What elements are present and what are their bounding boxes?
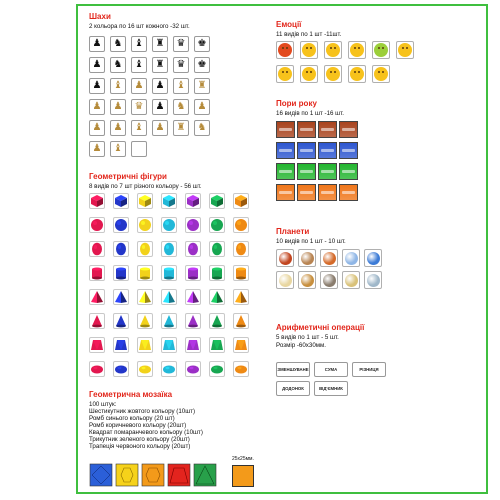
face-upset-icon [350,67,364,81]
mosaic-line: Ромб коричневого кольору (20шт) [89,422,187,429]
cone-shape-tile [209,313,225,329]
cone-shape-tile [113,313,129,329]
face-neutral-icon [398,43,412,57]
pyramid-shape-tile [233,289,249,305]
cube-shape-tile [209,193,225,209]
chess-piece-tile: ♞ [173,99,189,115]
cylinder-shape [210,266,224,280]
face-sick-icon [374,43,388,57]
chess-piece-tile: ♝ [131,36,147,52]
chess-piece-tile: ♚ [194,57,210,73]
mosaic-yellow-hexagon-tile [116,464,138,486]
season-card [297,163,316,180]
planet-icon [367,274,380,287]
season-card-label-bar [342,149,355,152]
chess-piece-tile: ♜ [152,36,168,52]
mosaic-list [89,401,203,450]
chess-piece-tile: ♞ [110,36,126,52]
cube-shape-tile [185,193,201,209]
pyramid-shape [114,290,128,304]
season-card-label-bar [342,170,355,173]
sphere-shape-tile [89,217,105,233]
pyramid-shape [162,290,176,304]
season-card-label-bar [300,128,313,131]
egg-shape [138,362,152,376]
planet-tile [364,271,382,289]
planet-tile [364,249,382,267]
ellipsoid-shape [90,242,104,256]
cube-shape-tile [137,193,153,209]
season-card [339,121,358,138]
cylinder-shape-tile [113,265,129,281]
prism-shape-tile [137,337,153,353]
mosaic-line: Трикутник зеленого кольору (20шт) [89,436,190,443]
season-card-label-bar [300,170,313,173]
ellipsoid-shape [210,242,224,256]
planet-icon [301,274,314,287]
chess-piece-tile: ♟ [89,99,105,115]
chess-piece-tile: ♟ [131,78,147,94]
season-card [318,142,337,159]
season-card [297,121,316,138]
cone-shape [138,314,152,328]
chess-piece-tile: ♜ [194,78,210,94]
chess-piece-tile: ♛ [173,57,189,73]
prism-shape [90,338,104,352]
sphere-shape [114,218,128,232]
ellipsoid-shape-tile [209,241,225,257]
chess-piece-tile: ♟ [152,120,168,136]
planet-tile [298,271,316,289]
pyramid-shape [186,290,200,304]
egg-shape [114,362,128,376]
chess-piece-tile [131,141,147,157]
chess-piece-tile: ♟ [89,36,105,52]
chess-piece-tile: ♛ [173,36,189,52]
cylinder-shape-tile [137,265,153,281]
cylinder-shape [186,266,200,280]
season-card-label-bar [279,191,292,194]
prism-shape-tile [209,337,225,353]
ellipsoid-shape-tile [161,241,177,257]
season-card-label-bar [321,128,334,131]
season-card [276,163,295,180]
seasons-desc: 16 видів по 1 шт -16 шт. [276,110,345,117]
mosaic-green-triangle-tile [194,464,216,486]
mosaic-orange-tile [142,464,164,486]
prism-shape [138,338,152,352]
egg-shape [186,362,200,376]
season-card [276,142,295,159]
planets-grid [276,249,386,299]
cylinder-shape [234,266,248,280]
pyramid-shape-tile [209,289,225,305]
ellipsoid-shape-tile [185,241,201,257]
planet-icon [367,252,380,265]
cylinder-shape-tile [161,265,177,281]
face-angry-icon [278,43,292,57]
cylinder-shape-tile [185,265,201,281]
mosaic-blue-rhombus [90,464,112,486]
pyramid-shape-tile [89,289,105,305]
planet-icon [345,274,358,287]
emotions-title: Емоції [276,20,302,29]
sphere-shape-tile [209,217,225,233]
ellipsoid-shape-tile [113,241,129,257]
season-card-label-bar [279,128,292,131]
emoji-laugh-icon [276,65,294,83]
face-sad-icon [302,43,316,57]
egg-shape-tile [89,361,105,377]
cylinder-shape [90,266,104,280]
chess-piece-tile: ♝ [131,120,147,136]
catalog-page [76,4,488,494]
chess-piece-tile: ♞ [194,120,210,136]
cylinder-shape [162,266,176,280]
ellipsoid-shape-tile [233,241,249,257]
pyramid-shape [138,290,152,304]
chess-piece-tile: ♟ [110,120,126,136]
seasons-title: Пори року [276,99,317,108]
ellipsoid-shape [162,242,176,256]
cube-shape [114,194,128,208]
cone-shape-tile [137,313,153,329]
planets-title: Планети [276,227,310,236]
ellipsoid-shape-tile [137,241,153,257]
cone-shape [114,314,128,328]
cone-shape [210,314,224,328]
sphere-shape [138,218,152,232]
cone-shape-tile [89,313,105,329]
chess-piece-tile: ♟ [152,78,168,94]
emotions-desc: 11 видів по 1 шт -11шт. [276,31,342,38]
emoji-sad-icon [300,41,318,59]
arith-title: Арифметичні операції [276,323,365,332]
ellipsoid-shape [114,242,128,256]
emoji-calm-icon [324,65,342,83]
prism-shape [162,338,176,352]
prism-shape-tile [89,337,105,353]
cube-shape-tile [233,193,249,209]
season-card-label-bar [300,191,313,194]
season-card-label-bar [321,149,334,152]
mosaic-size-label: 25x25мм. [232,456,254,462]
pyramid-shape-tile [185,289,201,305]
chess-piece-tile: ♜ [173,120,189,136]
egg-shape [162,362,176,376]
prism-shape-tile [113,337,129,353]
prism-shape [234,338,248,352]
chess-piece-tile: ♛ [131,99,147,115]
prism-shape-tile [185,337,201,353]
season-card-label-bar [321,191,334,194]
planet-tile [320,271,338,289]
cube-shape-tile [89,193,105,209]
season-card [276,121,295,138]
face-surprised-icon [302,67,316,81]
cylinder-shape [114,266,128,280]
emoji-angry-icon [276,41,294,59]
egg-shape-tile [113,361,129,377]
cone-shape [162,314,176,328]
arith-desc-count: 5 видів по 1 шт - 5 шт. [276,334,339,341]
season-card-label-bar [300,149,313,152]
pyramid-shape [210,290,224,304]
cylinder-shape-tile [233,265,249,281]
cube-shape [210,194,224,208]
prism-shape [186,338,200,352]
mosaic-line: Шестикутник жовтого кольору (10шт) [89,408,196,415]
sphere-shape-tile [113,217,129,233]
planet-icon [279,274,292,287]
planets-desc: 10 видів по 1 шт - 10 шт. [276,238,346,245]
pyramid-shape-tile [137,289,153,305]
prism-shape-tile [161,337,177,353]
chess-piece-tile: ♟ [110,99,126,115]
emoji-happy-icon [324,41,342,59]
egg-shape [210,362,224,376]
cone-shape [186,314,200,328]
cylinder-shape [138,266,152,280]
chess-piece-tile: ♟ [89,141,105,157]
chess-piece-tile: ♟ [89,57,105,73]
planet-tile [298,249,316,267]
cube-shape-tile [161,193,177,209]
mosaic-line: Квадрат помаранчевого кольору (10шт) [89,429,203,436]
sphere-shape-tile [137,217,153,233]
egg-shape-tile [209,361,225,377]
planet-tile [320,249,338,267]
seasons-grid [276,121,366,211]
sphere-shape [186,218,200,232]
season-card [318,163,337,180]
face-calm-icon [326,67,340,81]
ellipsoid-shape [186,242,200,256]
emoji-upset-icon [348,65,366,83]
ellipsoid-shape-tile [89,241,105,257]
geo-desc: 8 видів по 7 шт різного кольору - 56 шт. [89,183,202,190]
cone-shape-tile [161,313,177,329]
sphere-shape [162,218,176,232]
emoji-worried-icon [372,65,390,83]
sphere-shape-tile [161,217,177,233]
cube-shape-tile [113,193,129,209]
season-card-label-bar [342,128,355,131]
season-card [297,142,316,159]
ellipsoid-shape [138,242,152,256]
face-happy-icon [326,43,340,57]
chess-piece-tile: ♝ [110,78,126,94]
mosaic-title: Геометрична мозаїка [89,390,173,399]
mosaic-line: Трапеція червоного кольору (20шт) [89,443,191,450]
chess-piece-tile: ♟ [152,99,168,115]
planet-tile [276,249,294,267]
season-card-label-bar [279,149,292,152]
chess-piece-tile: ♟ [89,120,105,136]
sphere-shape-tile [233,217,249,233]
season-card-label-bar [279,170,292,173]
season-card [339,163,358,180]
emoji-surprised-icon [300,65,318,83]
pyramid-shape [90,290,104,304]
cone-shape [234,314,248,328]
chess-piece-tile: ♟ [194,99,210,115]
cylinder-shape-tile [209,265,225,281]
arith-card: СУМА [314,362,348,377]
cube-shape [162,194,176,208]
emoji-neutral-icon [396,41,414,59]
season-card [318,184,337,201]
mosaic-line: 100 штук: [89,401,117,408]
egg-shape [90,362,104,376]
arith-card: ДОДОНОК [276,381,310,396]
planet-tile [276,271,294,289]
sphere-shape [90,218,104,232]
season-card [297,184,316,201]
sphere-shape-tile [185,217,201,233]
cube-shape [138,194,152,208]
chess-piece-tile: ♜ [152,57,168,73]
planet-icon [345,252,358,265]
mosaic-line: Ромб синього кольору (20 шт) [89,415,175,422]
chess-piece-tile: ♝ [173,78,189,94]
chess-title: Шахи [89,12,111,21]
emoji-sick-icon [372,41,390,59]
emoji-smirk-icon [348,41,366,59]
arith-card: ВІД'ЄМНИК [314,381,348,396]
cone-shape-tile [233,313,249,329]
face-laugh-icon [278,67,292,81]
mosaic-pieces-svg [89,463,229,487]
pyramid-shape [234,290,248,304]
prism-shape-tile [233,337,249,353]
cube-shape [186,194,200,208]
face-smirk-icon [350,43,364,57]
egg-shape-tile [137,361,153,377]
chess-desc: 2 кольора по 16 шт кожного -32 шт. [89,23,190,30]
arith-desc-size: Розмір -60x30мм. [276,342,326,349]
season-card-label-bar [321,170,334,173]
egg-shape-tile [233,361,249,377]
mosaic-pieces [89,463,229,487]
egg-shape [234,362,248,376]
pyramid-shape-tile [113,289,129,305]
planet-icon [301,252,314,265]
sphere-shape [210,218,224,232]
cylinder-shape-tile [89,265,105,281]
geo-shapes-grid [89,193,257,383]
chess-piece-tile: ♝ [110,141,126,157]
season-card-label-bar [342,191,355,194]
planet-icon [323,274,336,287]
season-card [318,121,337,138]
chess-piece-tile: ♚ [194,36,210,52]
emotions-grid [276,41,416,91]
chess-piece-tile: ♟ [89,78,105,94]
egg-shape-tile [185,361,201,377]
ellipsoid-shape [234,242,248,256]
planet-icon [279,252,292,265]
pyramid-shape-tile [161,289,177,305]
mosaic-orange-square [232,465,254,487]
chess-piece-tile: ♝ [131,57,147,73]
season-card [339,142,358,159]
prism-shape [114,338,128,352]
arith-card: РІЗНИЦЯ [352,362,386,377]
face-worried-icon [374,67,388,81]
planet-tile [342,271,360,289]
planet-icon [323,252,336,265]
cube-shape [90,194,104,208]
arith-card: ЗМЕНШУВАНЕ [276,362,310,377]
cone-shape-tile [185,313,201,329]
cone-shape [90,314,104,328]
sphere-shape [234,218,248,232]
geo-title: Геометричні фігури [89,172,167,181]
egg-shape-tile [161,361,177,377]
chess-piece-tile: ♞ [110,57,126,73]
prism-shape [210,338,224,352]
planet-tile [342,249,360,267]
season-card [276,184,295,201]
cube-shape [234,194,248,208]
season-card [339,184,358,201]
chess-grid [89,36,219,176]
